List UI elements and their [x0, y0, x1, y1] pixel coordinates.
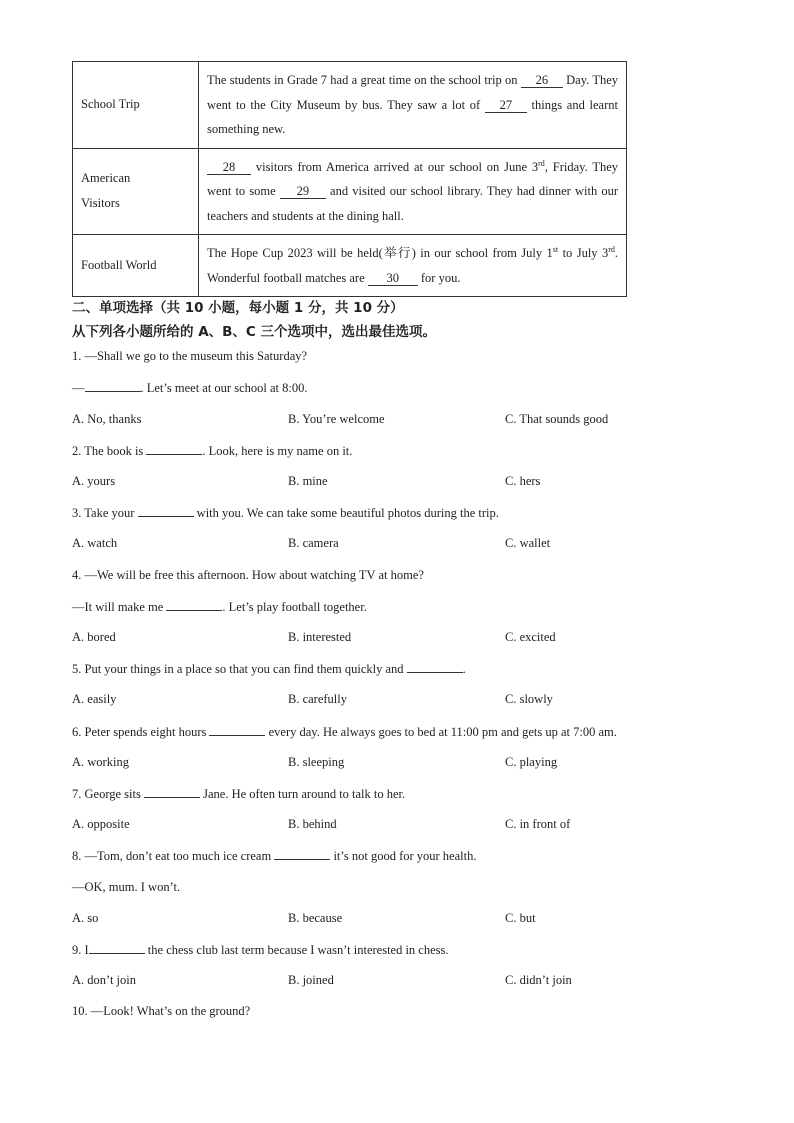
option-c[interactable]: C. but: [505, 911, 536, 925]
answer-blank[interactable]: [274, 848, 330, 860]
label-text: American: [81, 171, 131, 186]
option-b[interactable]: B. interested: [288, 630, 352, 644]
content-text: for you.: [420, 270, 461, 285]
option-c[interactable]: C. slowly: [505, 692, 553, 706]
question-text: every day. He always goes to bed at 11:00 pm and gets up at 7:00 am.: [265, 725, 617, 739]
answer-blank[interactable]: [209, 724, 265, 736]
question-text: . Let’s play football together.: [222, 600, 367, 614]
option-b[interactable]: B. carefully: [288, 692, 348, 706]
content-text: to July 3: [562, 246, 609, 260]
content-text: and visited our school library. They had dinner with our teachers and students at the dining hall.: [207, 184, 619, 223]
question-text: 5. Put your things in a place so that you can find them quickly and: [72, 662, 407, 676]
option-b[interactable]: B. joined: [288, 973, 334, 987]
question-text: —: [72, 381, 85, 395]
ordinal-suffix: rd: [608, 244, 615, 254]
option-a[interactable]: A. yours: [72, 474, 116, 488]
content-text: The students in Grade 7 had a great time on the school trip on: [207, 73, 518, 87]
answer-blank[interactable]: [144, 786, 200, 798]
question-3-stem: [72, 505, 499, 521]
option-a[interactable]: A. No, thanks: [72, 412, 142, 426]
question-text: . Let’s meet at our school at 8:00.: [140, 381, 308, 395]
row-label: [73, 235, 199, 297]
option-b[interactable]: B. You’re welcome: [288, 412, 385, 426]
blank-29[interactable]: 29: [280, 184, 326, 199]
label-text: School Trip: [81, 97, 140, 112]
option-c[interactable]: C. That sounds good: [505, 412, 609, 426]
question-4-response: [72, 599, 367, 615]
answer-blank[interactable]: [166, 599, 222, 611]
blank-27[interactable]: 27: [485, 98, 527, 113]
option-c[interactable]: C. in front of: [505, 817, 571, 831]
answer-blank[interactable]: [85, 380, 141, 392]
question-text: 9. I: [72, 943, 89, 957]
question-text: 2. The book is: [72, 444, 147, 458]
question-2-stem: [72, 443, 352, 459]
content-text: . Wonderful football matches are: [207, 246, 619, 285]
question-5-stem: [72, 661, 466, 677]
row-label: [73, 148, 199, 235]
question-text: 7. George sits: [72, 787, 144, 801]
answer-blank[interactable]: [138, 505, 194, 517]
question-text: 8. —Tom, don’t eat too much ice cream: [72, 849, 275, 863]
blank-28[interactable]: 28: [207, 160, 251, 175]
question-7-stem: [72, 786, 405, 802]
label-text: Football World: [81, 258, 157, 272]
question-text: the chess club last term because I wasn’t interested in chess.: [144, 943, 449, 957]
section-instruction: 从下列各小题所给的 A、B、C 三个选项中，选出最佳选项。: [72, 324, 437, 340]
option-b[interactable]: B. because: [288, 911, 343, 925]
answer-blank[interactable]: [89, 942, 145, 954]
option-a[interactable]: A. so: [72, 911, 99, 925]
question-8-response: —OK, mum. I won’t.: [72, 880, 181, 894]
option-c[interactable]: C. playing: [505, 755, 558, 769]
question-text: 3. Take your: [72, 506, 138, 520]
question-8-stem: [72, 848, 476, 864]
option-a[interactable]: A. easily: [72, 692, 117, 706]
option-c[interactable]: C. hers: [505, 474, 541, 488]
question-1-stem: 1. —Shall we go to the museum this Saturday?: [72, 349, 308, 363]
table-row: [73, 235, 627, 297]
option-c[interactable]: C. didn’t join: [505, 973, 572, 987]
option-b[interactable]: B. behind: [288, 817, 337, 831]
question-6-stem: [72, 724, 617, 740]
content-text: , Friday. They went to some: [207, 159, 619, 198]
question-text: .: [462, 662, 466, 676]
option-a[interactable]: A. watch: [72, 536, 118, 550]
blank-30[interactable]: 30: [368, 271, 418, 286]
section-title: 二、单项选择（共 10 小题，每小题 1 分，共 10 分）: [72, 300, 404, 316]
row-content: [199, 62, 627, 149]
content-text: things and learnt something new.: [207, 97, 618, 136]
option-a[interactable]: A. opposite: [72, 817, 130, 831]
label-text: Visitors: [81, 196, 120, 211]
option-c[interactable]: C. excited: [505, 630, 556, 644]
question-text: with you. We can take some beautiful photos during the trip.: [193, 506, 499, 520]
row-content: [199, 235, 627, 297]
question-text: Jane. He often turn around to talk to her.: [200, 787, 406, 801]
row-label: [73, 62, 199, 149]
option-a[interactable]: A. don’t join: [72, 973, 137, 987]
option-b[interactable]: B. camera: [288, 536, 339, 550]
option-b[interactable]: B. sleeping: [288, 755, 345, 769]
answer-blank[interactable]: [407, 661, 463, 673]
table-row: [73, 62, 627, 149]
table-row: [73, 148, 627, 235]
question-text: 6. Peter spends eight hours: [72, 725, 210, 739]
content-text: The Hope Cup 2023 will be held(举行) in our school from July 1: [207, 246, 553, 260]
question-text: —It will make me: [72, 600, 167, 614]
row-content: [199, 148, 627, 235]
blank-26[interactable]: 26: [521, 73, 563, 88]
question-9-stem: [72, 942, 449, 958]
option-a[interactable]: A. bored: [72, 630, 116, 644]
question-text: it’s not good for your health.: [330, 849, 477, 863]
option-b[interactable]: B. mine: [288, 474, 328, 488]
question-10-stem: 10. —Look! What’s on the ground?: [72, 1004, 251, 1018]
ordinal-suffix: rd: [538, 158, 545, 168]
option-a[interactable]: A. working: [72, 755, 129, 769]
info-table: [72, 61, 627, 297]
content-text: visitors from America arrived at our school on June 3: [255, 159, 539, 174]
option-c[interactable]: C. wallet: [505, 536, 551, 550]
answer-blank[interactable]: [146, 443, 202, 455]
question-text: . Look, here is my name on it.: [202, 444, 353, 458]
content-text: Day. They went to the City Museum by bus. They saw a lot of: [207, 73, 618, 112]
question-4-stem: 4. —We will be free this afternoon. How about watching TV at home?: [72, 568, 424, 582]
ordinal-suffix: st: [552, 244, 559, 254]
question-1-response: [72, 380, 307, 396]
